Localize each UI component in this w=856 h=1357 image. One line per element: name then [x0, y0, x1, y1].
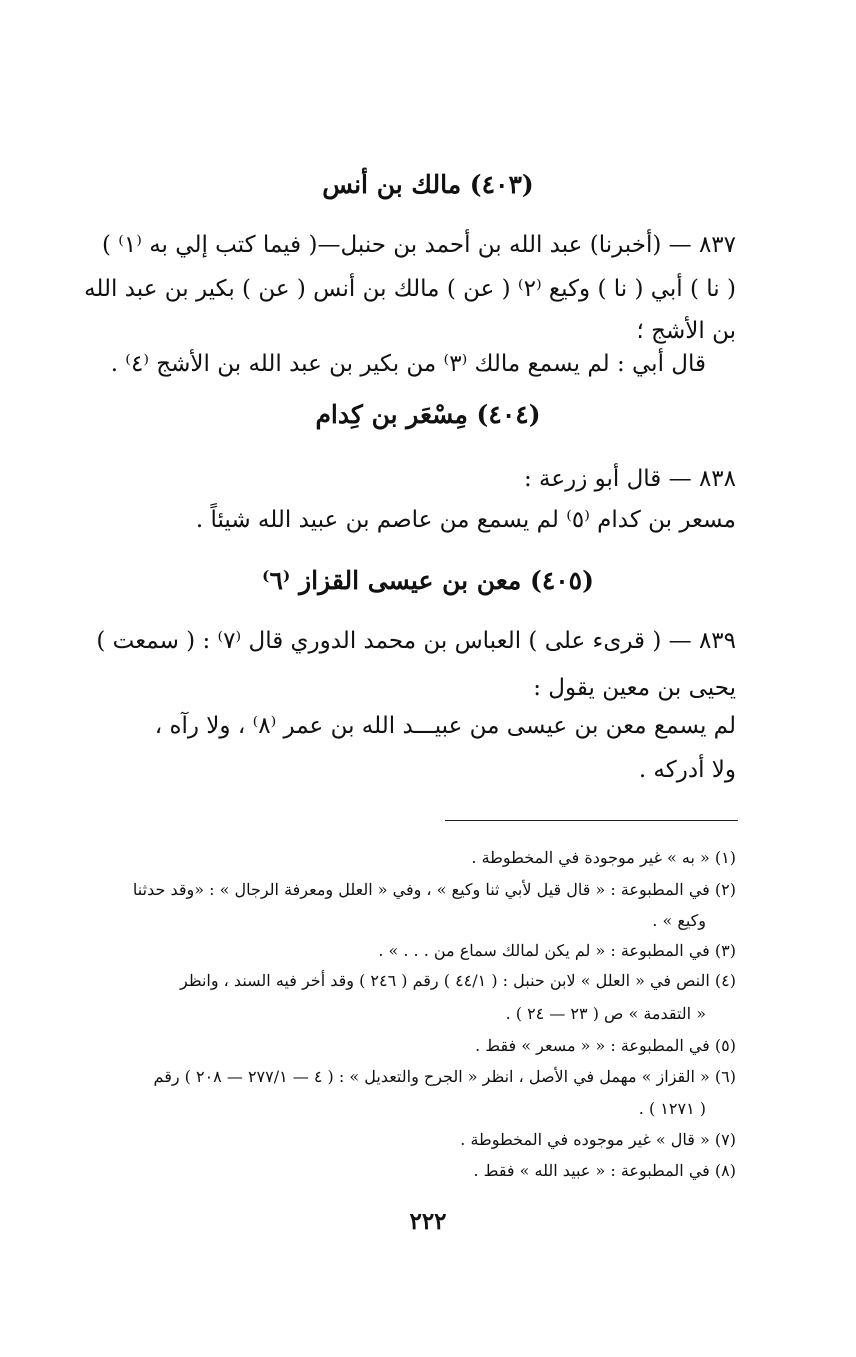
footnote-3: (٣) في المطبوعة : « لم يكن لمالك سماع من . . . » .	[378, 941, 736, 960]
footnote-6-continued: ( ١٢٧١ ) .	[638, 1099, 706, 1118]
footnote-4: (٤) النص في « العلل » لابن حنبل : ( ٤٤/١ ) رقم ( ٢٤٦ ) وقد أخر فيه السند ، وانظر	[180, 971, 736, 990]
entry-837-line-1: ٨٣٧ — (أخبرنا) عبد الله بن أحمد بن حنبل—( فيما كتب إلي به ⁽١⁾ )	[101, 232, 736, 258]
footnote-2: (٢) في المطبوعة : « قال قيل لأبي ثنا وكيع » ، وفي « العلل ومعرفة الرجال » : «وقد حدثنا	[132, 880, 736, 899]
entry-839-line-2: يحيى بن معين يقول :	[533, 675, 736, 701]
entry-837-line-2: ( نا ) أبي ( نا ) وكيع ⁽٢⁾ ( عن ) مالك بن أنس ( عن ) بكير بن عبد الله	[84, 276, 736, 302]
footnote-4-continued: « التقدمة » ص ( ٢٣ — ٢٤ ) .	[505, 1004, 706, 1023]
entry-839-line-3: لم يسمع معن بن عيسى من عبيـــد الله بن عمر ⁽٨⁾ ، ولا رآه ،	[154, 713, 736, 739]
entry-837-line-3: بن الأشج ؛	[636, 318, 736, 344]
entry-838-line-2: مسعر بن كدام ⁽٥⁾ لم يسمع من عاصم بن عبيد الله شيئاً .	[195, 507, 736, 533]
section-heading-405: (٤٠٥) معن بن عيسى القزاز ⁽٦⁾	[262, 566, 594, 595]
footnote-2-continued: وكيع » .	[652, 911, 706, 930]
footnote-1: (١) « به » غير موجودة في المخطوطة .	[471, 848, 736, 867]
entry-839-line-4: ولا أدركه .	[638, 757, 736, 783]
footnote-7: (٧) « قال » غير موجوده في المخطوطة .	[460, 1130, 736, 1149]
section-heading-404: (٤٠٤) مِسْعَر بن كِدام	[315, 400, 541, 429]
footnote-6: (٦) « القزاز » مهمل في الأصل ، انظر « الجرح والتعديل » : ( ٤ — ٢٧٧/١ — ٢٠٨ ) رقم	[153, 1067, 736, 1086]
footnote-8: (٨) في المطبوعة : « عبيد الله » فقط .	[473, 1161, 736, 1180]
entry-838-line-1: ٨٣٨ — قال أبو زرعة :	[523, 466, 736, 492]
footnote-divider	[445, 820, 738, 821]
entry-837-line-4: قال أبي : لم يسمع مالك ⁽٣⁾ من بكير بن عبد الله بن الأشج ⁽٤⁾ .	[110, 351, 706, 377]
footnote-5: (٥) في المطبوعة : « « مسعر » فقط .	[475, 1036, 736, 1055]
section-heading-403: (٤٠٣) مالك بن أنس	[322, 170, 534, 199]
entry-839-line-1: ٨٣٩ — ( قرىء على ) العباس بن محمد الدوري قال ⁽٧⁾ : ( سمعت )	[96, 628, 736, 654]
page-number: ٢٢٢	[409, 1208, 447, 1235]
